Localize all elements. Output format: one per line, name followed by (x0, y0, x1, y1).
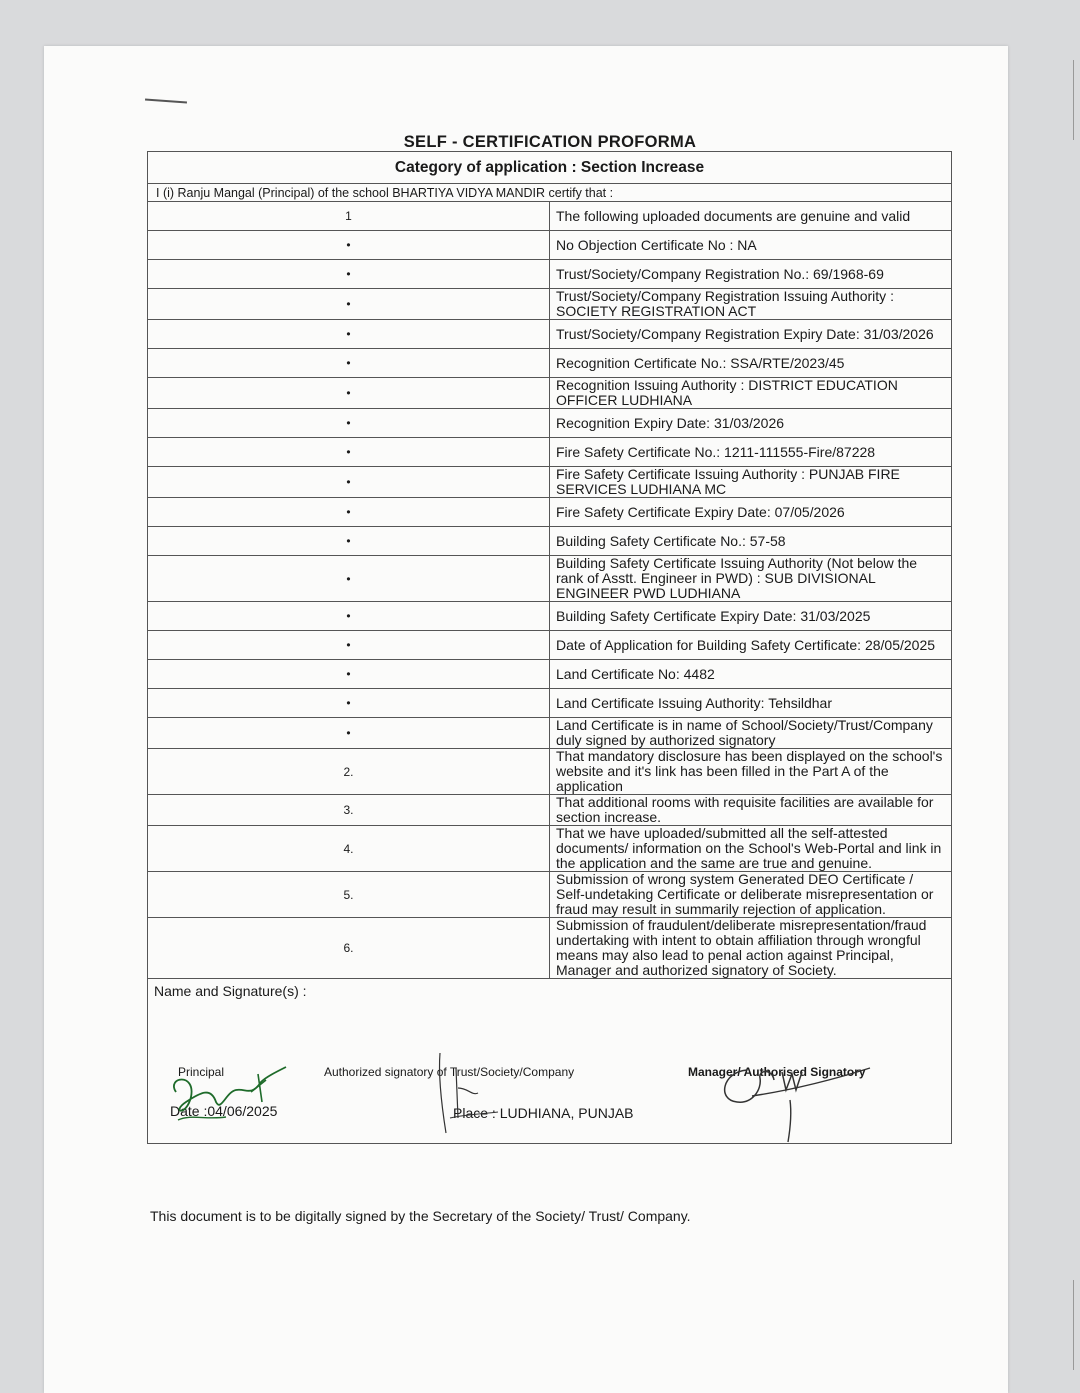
row-text: No Objection Certificate No : NA (550, 231, 952, 260)
row-number: • (148, 349, 550, 378)
category-subtitle: Category of application : Section Increase (148, 152, 952, 184)
row-number: • (148, 631, 550, 660)
proforma-row (148, 527, 952, 556)
row-number: • (148, 409, 550, 438)
row-number: • (148, 718, 550, 749)
proforma-row (148, 795, 952, 826)
row-text: Land Certificate No: 4482 (550, 660, 952, 689)
proforma-row (148, 689, 952, 718)
row-text: Land Certificate is in name of School/Society/Trust/Company duly signed by authorized signatory (550, 718, 952, 749)
row-number: • (148, 689, 550, 718)
proforma-row (148, 231, 952, 260)
proforma-row (148, 602, 952, 631)
proforma-table (147, 151, 952, 1144)
name-signature-label: Name and Signature(s) : (148, 979, 952, 1004)
row-number: 4. (148, 826, 550, 872)
row-number: • (148, 467, 550, 498)
row-number: • (148, 660, 550, 689)
proforma-row (148, 349, 952, 378)
row-number: • (148, 289, 550, 320)
row-text: Submission of wrong system Generated DEO Certificate / Self-undetaking Certificate or deliberate misrepresentation or fraud may result in summarily rejection of application. (550, 872, 952, 918)
row-text: That mandatory disclosure has been displayed on the school's website and it's link has been filled in the Part A of the application (550, 749, 952, 795)
proforma-row (148, 438, 952, 467)
principal-signature (166, 1062, 296, 1132)
row-number: 2. (148, 749, 550, 795)
row-text: Land Certificate Issuing Authority: Tehsildhar (550, 689, 952, 718)
proforma-row (148, 498, 952, 527)
row-text: Recognition Certificate No.: SSA/RTE/2023/45 (550, 349, 952, 378)
row-text: Trust/Society/Company Registration Expiry Date: 31/03/2026 (550, 320, 952, 349)
row-number: 6. (148, 918, 550, 979)
row-text: Recognition Expiry Date: 31/03/2026 (550, 409, 952, 438)
row-text: Trust/Society/Company Registration Issuing Authority : SOCIETY REGISTRATION ACT (550, 289, 952, 320)
row-number: • (148, 438, 550, 467)
proforma-row (148, 202, 952, 231)
footer-note: This document is to be digitally signed by the Secretary of the Society/ Trust/ Company. (150, 1208, 691, 1224)
proforma-row (148, 289, 952, 320)
manager-label: Manager/ Authorised Signatory (688, 1065, 866, 1079)
proforma-row (148, 826, 952, 872)
authorized-signatory-signature (428, 1048, 508, 1138)
proforma-row (148, 631, 952, 660)
row-text: That additional rooms with requisite facilities are available for section increase. (550, 795, 952, 826)
proforma-row (148, 718, 952, 749)
row-text: Recognition Issuing Authority : DISTRICT EDUCATION OFFICER LUDHIANA (550, 378, 952, 409)
row-number: 3. (148, 795, 550, 826)
row-text: Building Safety Certificate Issuing Authority (Not below the rank of Asstt. Engineer in PWD) : SUB DIVISIONAL ENGINEER PWD LUDHIANA (550, 556, 952, 602)
row-text: The following uploaded documents are genuine and valid (550, 202, 952, 231)
proforma-row (148, 409, 952, 438)
row-text: Building Safety Certificate No.: 57-58 (550, 527, 952, 556)
proforma-row (148, 872, 952, 918)
page-edge-mark (1073, 1280, 1074, 1370)
proforma-row (148, 749, 952, 795)
row-text: That we have uploaded/submitted all the self-attested documents/ information on the School's Web-Portal and link in the application and the same are true and genuine. (550, 826, 952, 872)
row-number: 5. (148, 872, 550, 918)
row-number: • (148, 556, 550, 602)
row-text: Fire Safety Certificate No.: 1211-111555-Fire/87228 (550, 438, 952, 467)
row-number: • (148, 378, 550, 409)
row-number: 1 (148, 202, 550, 231)
row-number: • (148, 527, 550, 556)
certify-statement: I (i) Ranju Mangal (Principal) of the school BHARTIYA VIDYA MANDIR certify that : (148, 184, 952, 202)
proforma-row (148, 378, 952, 409)
manager-signature (712, 1060, 882, 1145)
row-number: • (148, 231, 550, 260)
row-number: • (148, 260, 550, 289)
row-text: Trust/Society/Company Registration No.: 69/1968-69 (550, 260, 952, 289)
place-text: Place : LUDHIANA, PUNJAB (453, 1105, 634, 1121)
date-text: Date :04/06/2025 (170, 1103, 278, 1119)
row-number: • (148, 498, 550, 527)
row-text: Building Safety Certificate Expiry Date: 31/03/2025 (550, 602, 952, 631)
proforma-row (148, 918, 952, 979)
row-text: Fire Safety Certificate Issuing Authority : PUNJAB FIRE SERVICES LUDHIANA MC (550, 467, 952, 498)
proforma-row (148, 260, 952, 289)
row-number: • (148, 602, 550, 631)
proforma-row (148, 556, 952, 602)
principal-label: Principal (178, 1065, 225, 1079)
row-text: Date of Application for Building Safety Certificate: 28/05/2025 (550, 631, 952, 660)
proforma-row (148, 660, 952, 689)
row-number: • (148, 320, 550, 349)
document-title: SELF - CERTIFICATION PROFORMA (403, 133, 697, 151)
authorized-signatory-label: Authorized signatory of Trust/Society/Company (324, 1065, 575, 1079)
proforma-row (148, 320, 952, 349)
page-edge-mark (1073, 60, 1074, 140)
proforma-row (148, 467, 952, 498)
row-text: Submission of fraudulent/deliberate misrepresentation/fraud undertaking with intent to obtain affiliation through wrongful means may also lead to penal action against Principal, Manager and authorized signatory of Society. (550, 918, 952, 979)
row-text: Fire Safety Certificate Expiry Date: 07/05/2026 (550, 498, 952, 527)
